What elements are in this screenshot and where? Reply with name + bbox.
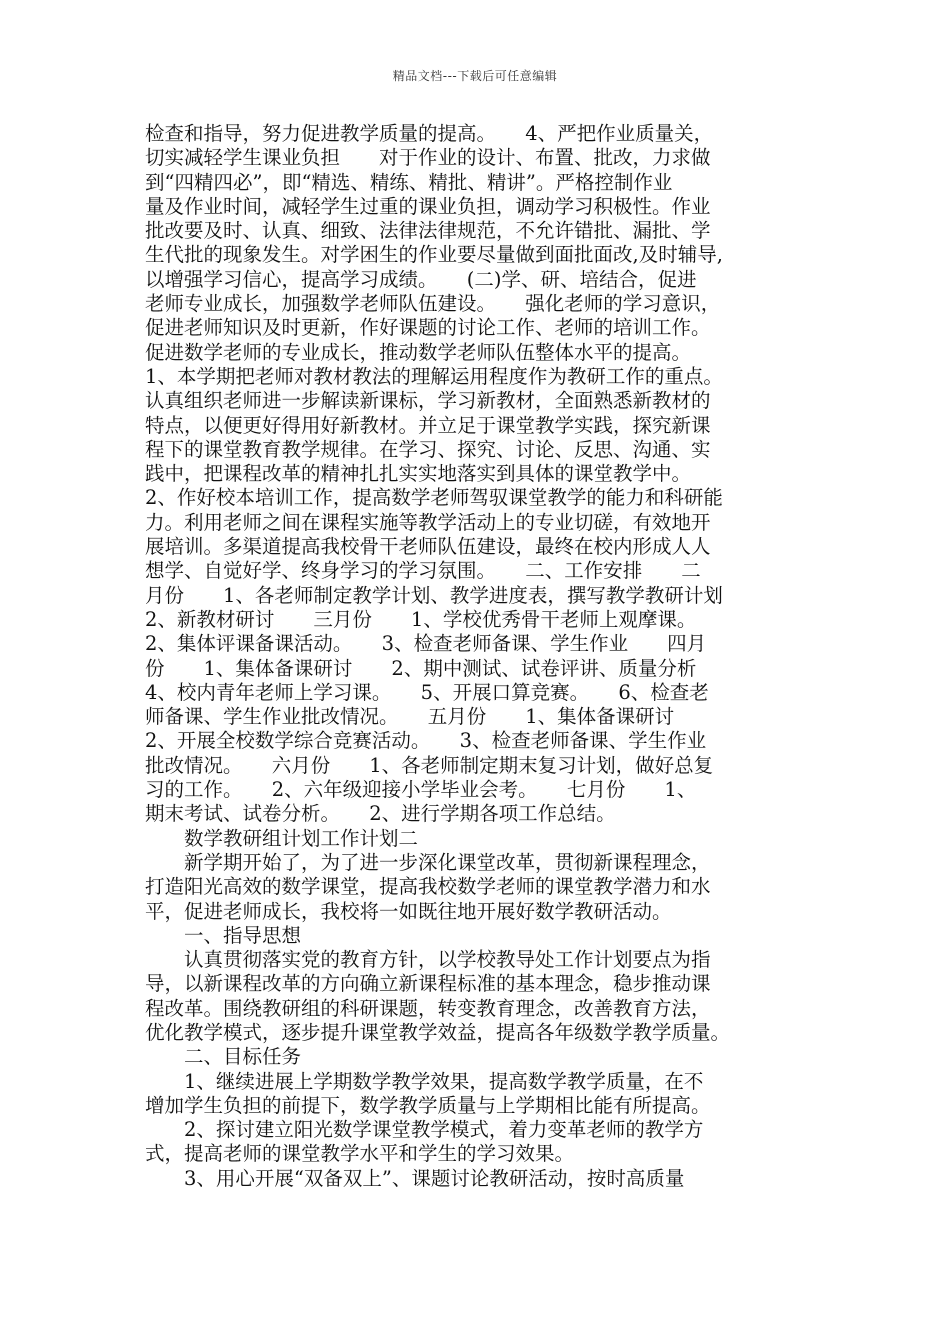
page-header: 精品文档---下载后可任意编辑 xyxy=(392,69,558,83)
text-line: 份 1、集体备课研讨 2、期中测试、试卷评讲、质量分析 xyxy=(145,656,697,680)
text-line: 促进数学老师的专业成长，推动数学老师队伍整体水平的提高。 xyxy=(145,340,692,364)
text-line: 特点，以便更好得用好新教材。并立足于课堂教学实践，探究新课 xyxy=(145,413,711,437)
text-line: 展培训。多渠道提高我校骨干老师队伍建设，最终在校内形成人人 xyxy=(145,535,711,559)
text-line: 2、新教材研讨 三月份 1、学校优秀骨干老师上观摩课。 xyxy=(145,607,697,631)
text-line: 式，提高老师的课堂教学水平和学生的学习效果。 xyxy=(145,1142,575,1166)
text-line: 月份 1、各老师制定教学计划、教学进度表，撰写教学教研计划 xyxy=(145,583,723,607)
text-line: 以增强学习信心，提高学习成绩。 (二)学、研、培结合，促进 xyxy=(145,267,697,291)
text-line: 老师专业成长，加强数学老师队伍建设。 强化老师的学习意识， xyxy=(145,292,721,316)
text-line: 认真贯彻落实党的教育方针，以学校教导处工作计划要点为指 xyxy=(145,948,711,972)
section-title: 数学教研组计划工作计划二 xyxy=(145,826,419,850)
text-line: 程改革。围绕教研组的科研课题，转变教育理念，改善教育方法， xyxy=(145,996,711,1020)
text-line: 4、校内青年老师上学习课。 5、开展口算竞赛。 6、检查老 xyxy=(145,680,709,704)
text-line: 生代批的现象发生。对学困生的作业要尽量做到面批面改,及时辅导, xyxy=(145,243,723,267)
text-line: 期末考试、试卷分析。 2、进行学期各项工作总结。 xyxy=(145,802,616,826)
text-line: 新学期开始了，为了进一步深化课堂改革，贯彻新课程理念， xyxy=(145,850,711,874)
text-line: 检查和指导，努力促进教学质量的提高。 4、严把作业质量关， xyxy=(145,122,714,145)
text-line: 力。利用老师之间在课程实施等教学活动上的专业切磋，有效地开 xyxy=(145,510,711,534)
text-line: 2、作好校本培训工作，提高数学老师驾驭课堂教学的能力和科研能 xyxy=(145,486,723,510)
text-line: 认真组织老师进一步解读新课标，学习新教材，全面熟悉新教材的 xyxy=(145,389,711,413)
text-line: 2、探讨建立阳光数学课堂教学模式，着力变革老师的教学方 xyxy=(145,1118,704,1142)
text-line: 3、用心开展“双备双上”、课题讨论教研活动，按时高质量 xyxy=(145,1166,685,1190)
text-line: 师备课、学生作业批改情况。 五月份 1、集体备课研讨 xyxy=(145,705,675,729)
section-heading: 一、指导思想 xyxy=(145,923,302,947)
text-line: 2、开展全校数学综合竞赛活动。 3、检查老师备课、学生作业 xyxy=(145,729,707,753)
text-line: 批改情况。 六月份 1、各老师制定期末复习计划，做好总复 xyxy=(145,753,714,777)
document-body xyxy=(145,122,810,1191)
text-line: 量及作业时间，减轻学生过重的课业负担，调动学习积极性。作业 xyxy=(145,194,711,218)
text-line: 切实减轻学生课业负担 对于作业的设计、布置、批改，力求做 xyxy=(145,146,711,170)
text-line: 1、继续进展上学期数学教学效果，提高数学教学质量，在不 xyxy=(145,1069,704,1093)
text-line: 到“四精四必”，即“精选、精练、精批、精讲”。严格控制作业 xyxy=(145,170,673,194)
text-line: 想学、自觉好学、终身学习的学习氛围。 二、工作安排 二 xyxy=(145,559,701,583)
text-line: 2、集体评课备课活动。 3、检查老师备课、学生作业 四月 xyxy=(145,632,707,656)
text-line: 践中，把课程改革的精神扎扎实实地落实到具体的课堂教学中。 xyxy=(145,462,692,486)
text-line: 1、本学期把老师对教材教法的理解运用程度作为教研工作的重点。 xyxy=(145,364,723,388)
text-line: 促进老师知识及时更新，作好课题的讨论工作、老师的培训工作。 xyxy=(145,316,711,340)
text-line: 优化教学模式，逐步提升课堂教学效益，提高各年级数学教学质量。 xyxy=(145,1020,731,1044)
text-line: 批改要及时、认真、细致、法律法律规范，不允许错批、漏批、学 xyxy=(145,219,711,243)
text-line: 程下的课堂教育教学规律。在学习、探究、讨论、反思、沟通、实 xyxy=(145,437,711,461)
text-line: 导，以新课程改革的方向确立新课程标准的基本理念，稳步推动课 xyxy=(145,972,711,996)
text-line: 平，促进老师成长，我校将一如既往地开展好数学教研活动。 xyxy=(145,899,672,923)
text-line: 习的工作。 2、六年级迎接小学毕业会考。 七月份 1、 xyxy=(145,778,697,802)
text-line: 增加学生负担的前提下，数学教学质量与上学期相比能有所提高。 xyxy=(145,1093,711,1117)
text-line: 打造阳光高效的数学课堂，提高我校数学老师的课堂教学潜力和水 xyxy=(145,875,711,899)
section-heading: 二、目标任务 xyxy=(145,1045,302,1069)
